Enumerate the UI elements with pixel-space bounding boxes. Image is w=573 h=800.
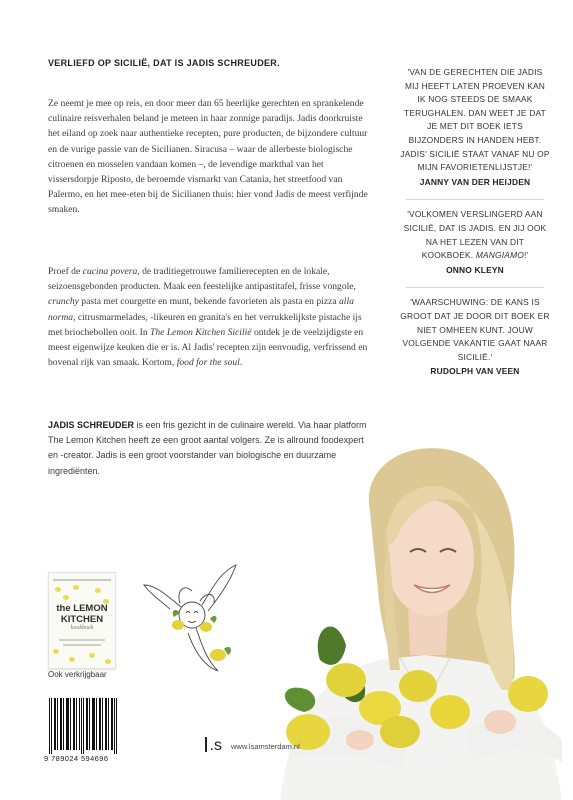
lemon-dot (89, 653, 95, 658)
recipes-italic-1: cucina povera (82, 266, 138, 277)
publisher-logo: .s (205, 737, 222, 755)
quote-author-rudolph: RUDOLPH VAN VEEN (430, 366, 520, 377)
thumbnail-subtitle (59, 639, 105, 641)
recipes-text-4: , citrusmarmelades, -likeuren en granita's en het verrukkelijkste pistache ijs met briochebollen ooit. In (48, 311, 362, 338)
recipes-italic-3: alla norma (48, 296, 354, 323)
recipes-text-6: . (239, 357, 243, 369)
thumbnail-logo-line2: KITCHEN (60, 614, 104, 625)
lemon-dot (73, 585, 79, 590)
thumbnail-subtitle (63, 644, 101, 646)
recipes-italic-2: crunchy (48, 296, 79, 308)
recipes-text-3: pasta met courgette en munt, bekende favorieten als pasta en pizza (78, 296, 339, 308)
lemon-dot (53, 649, 59, 654)
author-bio-text: is een fris gezicht in de culinaire wereld. Via haar platform The Lemon Kitchen heeft ze een groot aantal volgers. Ze is allround foodexpert en -creator. Jadis is een groot voorstander van biologische en duurzame ingrediënten. (48, 420, 367, 476)
barcode-bars (48, 698, 118, 754)
thumbnail-tagline (53, 579, 111, 581)
quote-rudolph: 'WAARSCHUWING: DE KANS IS GROOT DAT JE DOOR DIT BOEK ER NIET OMHEEN KUNT. JOUW VOLGENDE VAKANTIE GAAT NAAR SICILIË.' RUDOLPH VAN VEEN (400, 296, 550, 379)
lemon-dot (105, 659, 111, 664)
lemon-dot (69, 657, 75, 662)
intro-paragraph (48, 96, 370, 218)
recipes-text-5: ontdek je de veelzijdigste en meest eigenwijze keuken die er is. Al Jadis' recepten zijn eenvoudig, verfrissend en bovenal rijk van smaak. Kortom, (48, 326, 368, 369)
recipes-text-1: Proef de (48, 266, 83, 277)
lemon-dot (55, 587, 61, 592)
back-cover-headline: VERLIEFD OP SICILIË, DAT IS JADIS SCHREUDER. (48, 58, 280, 68)
quote-onno: 'VOLKOMEN VERSLINGERD AAN SICILIË, DAT IS JADIS. EN JIJ OOK NA HET LEZEN VAN DIT KOOKBOEK. MANGIAMO!' ONNO KLEYN (400, 208, 550, 277)
recipes-paragraph (48, 264, 370, 370)
recipes-italic-5: food for the soul (176, 357, 240, 369)
quote-divider (406, 287, 544, 288)
recipes-text-2: , de traditiegetrouwe familierecepten en de lokale, seizoensgebonden producten. Maak een feestelijke antipastitafel, frisse vongole, (48, 266, 356, 293)
also-available-caption: Ook verkrijgbaar (48, 670, 107, 679)
publisher-url[interactable]: www.lsamsterdam.nl (231, 742, 300, 751)
quote-janny: 'VAN DE GERECHTEN DIE JADIS MIJ HEEFT LATEN PROEVEN KAN IK NOG STEEDS DE SMAAK TERUGHALEN. DAN WEET JE DAT JE MET DIT BOEK IETS BIJZONDERS IN HANDEN HEBT. JADIS' SICILIË STAAT VANAF NU OP MIJN FAVORIETENLIJSTJE!' JANNY VAN DER HEIJDEN (400, 66, 550, 189)
quote-author-onno: ONNO KLEYN (446, 264, 504, 275)
author-name: JADIS SCHREUDER (48, 420, 135, 430)
recipes-italic-4: The Lemon Kitchen Sicilië (150, 326, 252, 338)
lemon-dot (95, 588, 101, 593)
lemon-dot (63, 595, 69, 600)
barcode-digits: 9 789024 594696 (44, 754, 109, 763)
endorsement-quotes (400, 66, 550, 379)
trinacria-sketch (136, 555, 246, 675)
thumbnail-logo-line3: kookboek (70, 625, 94, 631)
intro-paragraph-text: Ze neemt je mee op reis, en door meer dan 65 heerlijke gerechten en sprankelende culinaire reisverhalen beland je meteen in haar zonnige paradijs. Jadis doorkruiste het eiland op zoek naar authentieke recepten, pure producten, de bijzondere cultuur en de vurige passie van de Sicilianen. Siracusa – waar de allerbeste biologische citroenen en mosselen vandaan komen –, de levendige markthal van het vissersdorpje Riposto, de beroemde vismarkt van Catania, het streetfood van Palermo, en het mee-eten bij de Sicilianen thuis: hier vond Jadis de meest verfijnde smaken. (48, 98, 368, 216)
quote-divider (406, 199, 544, 200)
thumbnail-logo-line1: the LEMON (56, 603, 108, 614)
book-thumbnail (48, 572, 116, 669)
quote-author-janny: JANNY VAN DER HEIJDEN (419, 176, 531, 187)
